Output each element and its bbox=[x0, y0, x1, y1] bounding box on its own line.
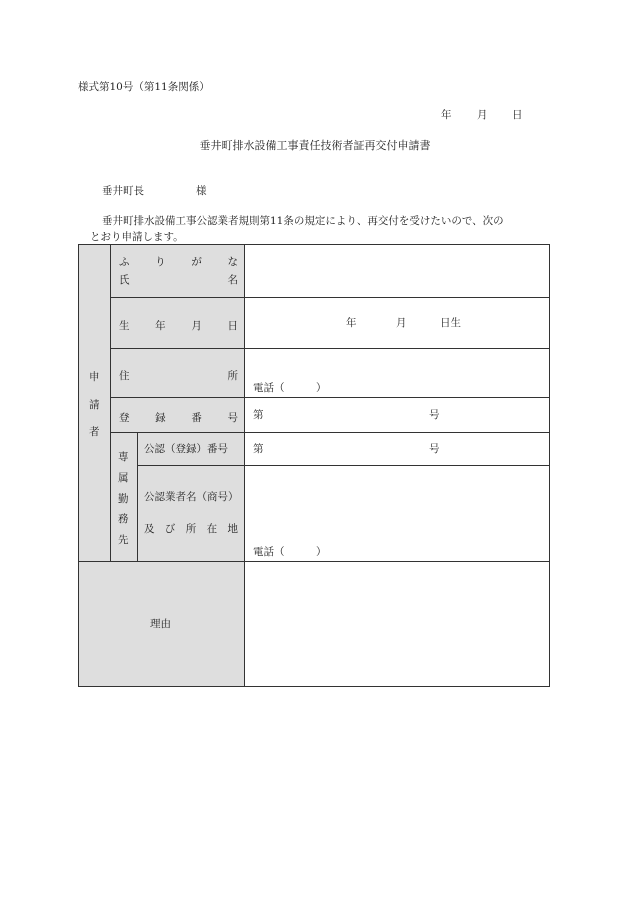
company-label-cell bbox=[137, 465, 244, 561]
registration-suffix: 号 bbox=[429, 409, 440, 421]
birth-month-label: 月 bbox=[396, 317, 407, 329]
birth-year-label: 年 bbox=[346, 317, 357, 329]
date-day-label: 日 bbox=[512, 109, 523, 121]
address-input-cell[interactable] bbox=[244, 348, 549, 397]
document-title: 垂井町排水設備工事責任技術者証再交付申請書 bbox=[199, 139, 431, 152]
applicant-header-cell bbox=[79, 245, 110, 561]
certified-number-prefix: 第 bbox=[253, 443, 264, 455]
address-phone-label: 電話（ ） bbox=[253, 382, 327, 394]
date-year-label: 年 bbox=[441, 109, 452, 121]
company-input-cell[interactable] bbox=[244, 465, 549, 561]
applicant-label: 申 請 者 bbox=[89, 371, 100, 438]
intro-text-line2: とおり申請します。 bbox=[90, 231, 184, 243]
address-label-cell bbox=[110, 348, 244, 397]
reason-label-cell bbox=[79, 561, 244, 686]
name-label: 氏 名 bbox=[119, 274, 238, 286]
addressee-name: 垂井町長 bbox=[102, 185, 144, 197]
employer-label: 専 属 勤 務 先 bbox=[118, 451, 129, 546]
company-name-label: 公認業者名（商号） bbox=[144, 491, 239, 503]
certified-number-label-cell bbox=[137, 432, 244, 465]
furigana-name-label-cell bbox=[110, 245, 244, 297]
birth-date-input-cell[interactable] bbox=[244, 297, 549, 348]
furigana-label: ふ り が な bbox=[119, 256, 238, 268]
registration-label: 登 録 番 号 bbox=[119, 412, 238, 424]
registration-input-cell[interactable] bbox=[244, 397, 549, 432]
employer-header-cell bbox=[110, 432, 137, 561]
birth-date-label: 生 年 月 日 bbox=[119, 320, 238, 332]
reason-input-cell[interactable] bbox=[244, 561, 549, 686]
registration-prefix: 第 bbox=[253, 409, 264, 421]
name-input-cell[interactable] bbox=[244, 245, 549, 297]
application-table bbox=[78, 244, 550, 687]
certified-number-suffix: 号 bbox=[429, 443, 440, 455]
certified-number-label: 公認（登録）番号 bbox=[144, 443, 228, 455]
intro-text-line1: 垂井町排水設備工事公認業者規則第11条の規定により、再交付を受けたいので、次の bbox=[102, 215, 504, 227]
company-phone-label: 電話（ ） bbox=[253, 546, 327, 558]
form-number: 様式第10号（第11条関係） bbox=[78, 81, 210, 93]
addressee-honorific: 様 bbox=[196, 185, 207, 197]
certified-number-input-cell[interactable] bbox=[244, 432, 549, 465]
birth-day-label: 日生 bbox=[440, 317, 461, 329]
birth-date-label-cell bbox=[110, 297, 244, 348]
reason-label: 理由 bbox=[150, 618, 171, 630]
registration-label-cell bbox=[110, 397, 244, 432]
address-label: 住 所 bbox=[119, 370, 238, 382]
company-location-label: 及 び 所 在 地 bbox=[144, 523, 238, 535]
date-month-label: 月 bbox=[477, 109, 488, 121]
